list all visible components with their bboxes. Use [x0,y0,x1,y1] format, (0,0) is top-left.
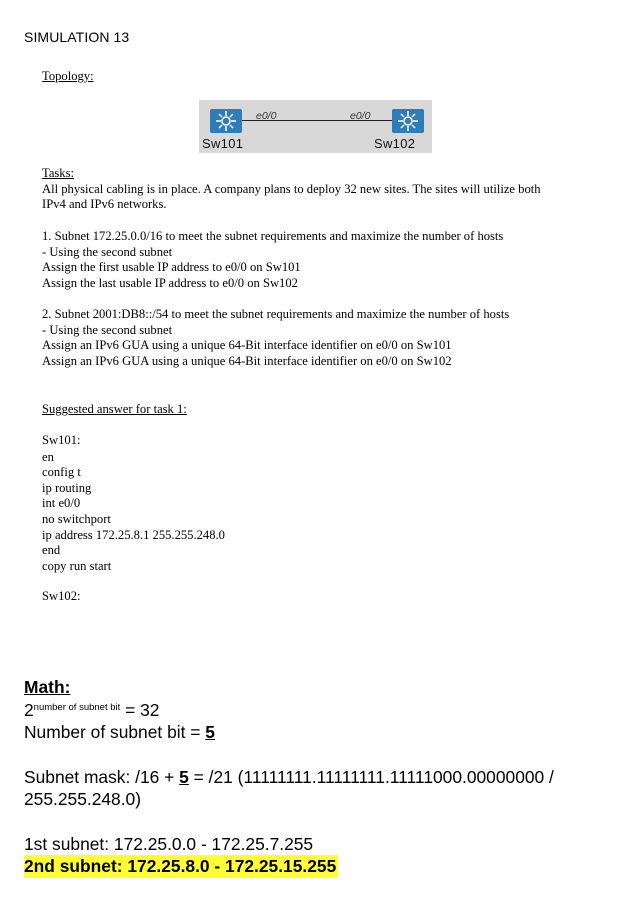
sw102-label: Sw102: [42,589,81,603]
task2-line: 2. Subnet 2001:DB8::/54 to meet the subnet requirements and maximize the number of hosts [42,307,510,321]
config-line: ip address 172.25.8.1 255.255.248.0 [42,527,225,542]
tasks-intro-line: IPv4 and IPv6 networks. [42,197,167,212]
tasks-section [42,166,541,213]
subnet-bits-label: Number of subnet bit = [24,722,206,742]
power-base: 2 [24,699,34,720]
mask-prefix: Subnet mask: /16 + [24,766,180,787]
left-switch-label: Sw101 [202,136,244,151]
task1-line: - Using the second subnet [42,244,173,259]
mask-bits-value: 5 [179,766,189,787]
config-line: copy run start [42,558,112,573]
config-line: int e0/0 [42,496,81,511]
power-result: = 32 [120,699,160,720]
second-subnet-highlight: 2nd subnet: 172.25.8.0 - 172.25.15.255 [24,856,337,876]
math-line-subnet-bits [24,721,624,744]
right-switch-label: Sw102 [374,136,416,151]
task2-section [42,307,509,369]
math-title: Math: [24,677,71,697]
math-section [24,676,624,878]
config-line: no switchport [42,511,111,526]
config-line: config t [42,465,81,480]
switch-icon [210,109,242,133]
sw101-config [42,433,225,574]
mask-rest: = /21 (11111111.11111111.11111000.00000000 / [188,766,554,787]
task2-line: Assign an IPv6 GUA using a unique 64-Bit interface identifier on e0/0 on Sw102 [42,353,452,368]
task1-line: Assign the last usable IP address to e0/0 on Sw102 [42,275,298,290]
task1-section [42,229,503,291]
task1-line: Assign the first usable IP address to e0/0 on Sw101 [42,260,301,275]
first-subnet: 1st subnet: 172.25.0.0 - 172.25.7.255 [24,833,314,854]
math-line-power [24,699,624,722]
topology-title: Topology: [42,69,94,83]
topology-diagram [199,100,432,153]
second-subnet-line [24,855,624,878]
power-exponent: number of subnet bit [33,701,121,713]
right-port-label: e0/0 [350,110,371,122]
sw101-label: Sw101: [42,433,81,447]
config-line: end [42,543,61,558]
math-line-mask-decimal: 255.255.248.0) [24,789,142,809]
task2-line: Assign an IPv6 GUA using a unique 64-Bit interface identifier on e0/0 on Sw101 [42,338,452,353]
left-port-label: e0/0 [256,110,277,122]
switch-icon [392,109,424,133]
config-line: ip routing [42,480,92,495]
task2-line: - Using the second subnet [42,322,173,337]
subnet-bits-value: 5 [205,722,215,742]
config-line: en [42,449,54,464]
document-heading: SIMULATION 13 [24,29,130,45]
task1-line: 1. Subnet 172.25.0.0/16 to meet the subnet requirements and maximize the number of hosts [42,229,504,243]
math-line-mask [24,766,624,789]
tasks-title: Tasks: [42,166,75,180]
tasks-intro-line: All physical cabling is in place. A company plans to deploy 32 new sites. The sites will utilize both [42,181,541,196]
answer-title: Suggested answer for task 1: [42,402,187,416]
